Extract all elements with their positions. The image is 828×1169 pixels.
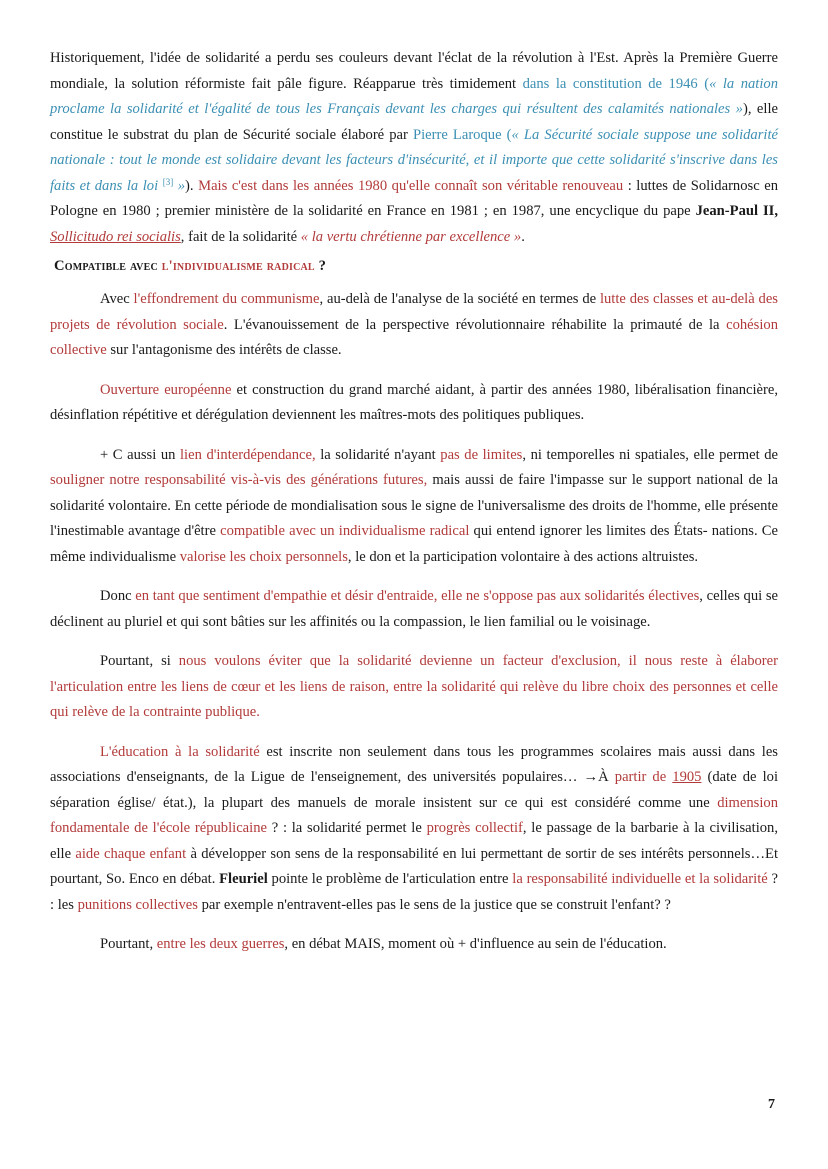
paragraph-empathie: Donc en tant que sentiment d'empathie et désir d'entraide, elle ne s'oppose pas aux solidarités électives, celles qui se déclinent au pluriel et qui sont bâties sur les affinités ou la compassion, le lien familial ou le voisinage. (50, 588, 779, 630)
section-heading: Compatible avec l'individualisme radical ? (54, 258, 327, 274)
page-number: 7 (768, 1097, 775, 1112)
quote-vertu: « la vertu chrétienne par excellence » (300, 228, 522, 245)
year-1905: 1905 (672, 769, 702, 785)
paragraph-europe: Ouverture européenne et construction du grand marché aidant, à partir des années 1980, libéralisation financière, désinflation répétitive et dérégulation deviennent les maîtres-mots des politiques publiques. (50, 381, 779, 423)
link-constitution-1946[interactable]: dans la constitution de 1946 ( (522, 75, 710, 92)
link-pierre-laroque[interactable]: Pierre Laroque ( (412, 126, 512, 143)
paragraph-guerres: Pourtant, entre les deux guerres, en débat MAIS, moment où + d'influence au sein de l'éducation. (100, 936, 667, 952)
pope-name: Jean-Paul II, (695, 203, 778, 219)
highlight-renouveau: Mais c'est dans les années 1980 qu'elle connaît son véritable renouveau (198, 177, 624, 194)
document-page (50, 46, 778, 958)
paragraph-history: Historiquement, l'idée de solidarité a perdu ses couleurs devant l'éclat de la révolution à l'Est. Après la Première Guerre mondiale, la solution réformiste fait pâle figure. Réapparue très timidement dans la constitution de 1946 (« la nation proclame la solidarité et l'égalité de tous les Français devant les charges qui résultent des calamités nationales »), elle constitue le substrat du plan de Sécurité sociale élaboré par Pierre Laroque (« La Sécurité sociale suppose une solidarité nationale : tout le monde est solidaire devant les facteurs d'insécurité, et il importe que cette solidarité s'inscrive dans les faits et dans la loi [3] »). Mais c'est dans les années 1980 qu'elle connaît son véritable renouveau : luttes de Solidarnosc en Pologne en 1980 ; premier ministère de la solidarité en France en 1981 ; en 1987, une encyclique du pape Jean-Paul II, Sollicitudo rei socialis, fait de la solidarité « la vertu chrétienne par excellence ». (50, 50, 779, 245)
footnote-ref[interactable]: [3] (162, 176, 174, 187)
paragraph-education: L'éducation à la solidarité est inscrite non seulement dans tous les programmes scolaires mais aussi dans les associations d'enseignants, de la Ligue de l'enseignement, des universités populaires… →À partir de 1905 (date de loi séparation église/ état.), la plupart des manuels de morale insistent sur ce qui est considéré comme une dimension fondamentale de l'école républicaine ? : la solidarité permet le progrès collectif, le passage de la barbarie à la civilisation, elle aide chaque enfant à développer son sens de la responsabilité en lui permettant de sortir de ses intérêts personnels…Et pourtant, So. Enco en débat. Fleuriel pointe le problème de l'articulation entre la responsabilité individuelle et la solidarité ? : les punitions collectives par exemple n'entravent-elles pas le sens de la justice que se construit l'enfant? ? (50, 743, 779, 913)
quote-laroque: « La Sécurité sociale suppose une solidarité nationale : tout le monde est solidaire devant les facteurs d'insécurité, et il importe que cette solidarité s'inscrive dans les faits et dans la loi (50, 126, 778, 194)
quote-constitution: « la nation proclame la solidarité et l'égalité de tous les Français devant les charges qui résultent des calamités nationales » (50, 75, 779, 117)
encyclical-title: Sollicitudo rei socialis (50, 228, 181, 245)
paragraph-exclusion: Pourtant, si nous voulons éviter que la solidarité devienne un facteur d'exclusion, il nous reste à élaborer l'articulation entre les liens de cœur et les liens de raison, entre la solidarité qui relève du libre choix des personnes et celle qui relève de la contrainte publique. (50, 653, 779, 720)
author-fleuriel: Fleuriel (219, 871, 268, 887)
paragraph-communism: Avec l'effondrement du communisme, au-delà de l'analyse de la société en termes de lutte des classes et au-delà des projets de révolution sociale. L'évanouissement de la perspective révolutionnaire réhabilite la primauté de la cohésion collective sur l'antagonisme des intérêts de classe. (50, 291, 778, 358)
paragraph-interdependance: + C aussi un lien d'interdépendance, la solidarité n'ayant pas de limites, ni temporelles ni spatiales, elle permet de souligner notre responsabilité vis-à-vis des générations futures, mais aussi de faire l'impasse sur le support national de la solidarité volontaire. En cette période de mondialisation sous le signe de l'universalisme des droits de l'homme, elle présente l'inestimable avantage d'être compatible avec un individualisme radical qui entend ignorer les limites des États- nations. Ce même individualisme valorise les choix personnels, le don et la participation volontaire à des actions altruistes. (50, 446, 778, 565)
